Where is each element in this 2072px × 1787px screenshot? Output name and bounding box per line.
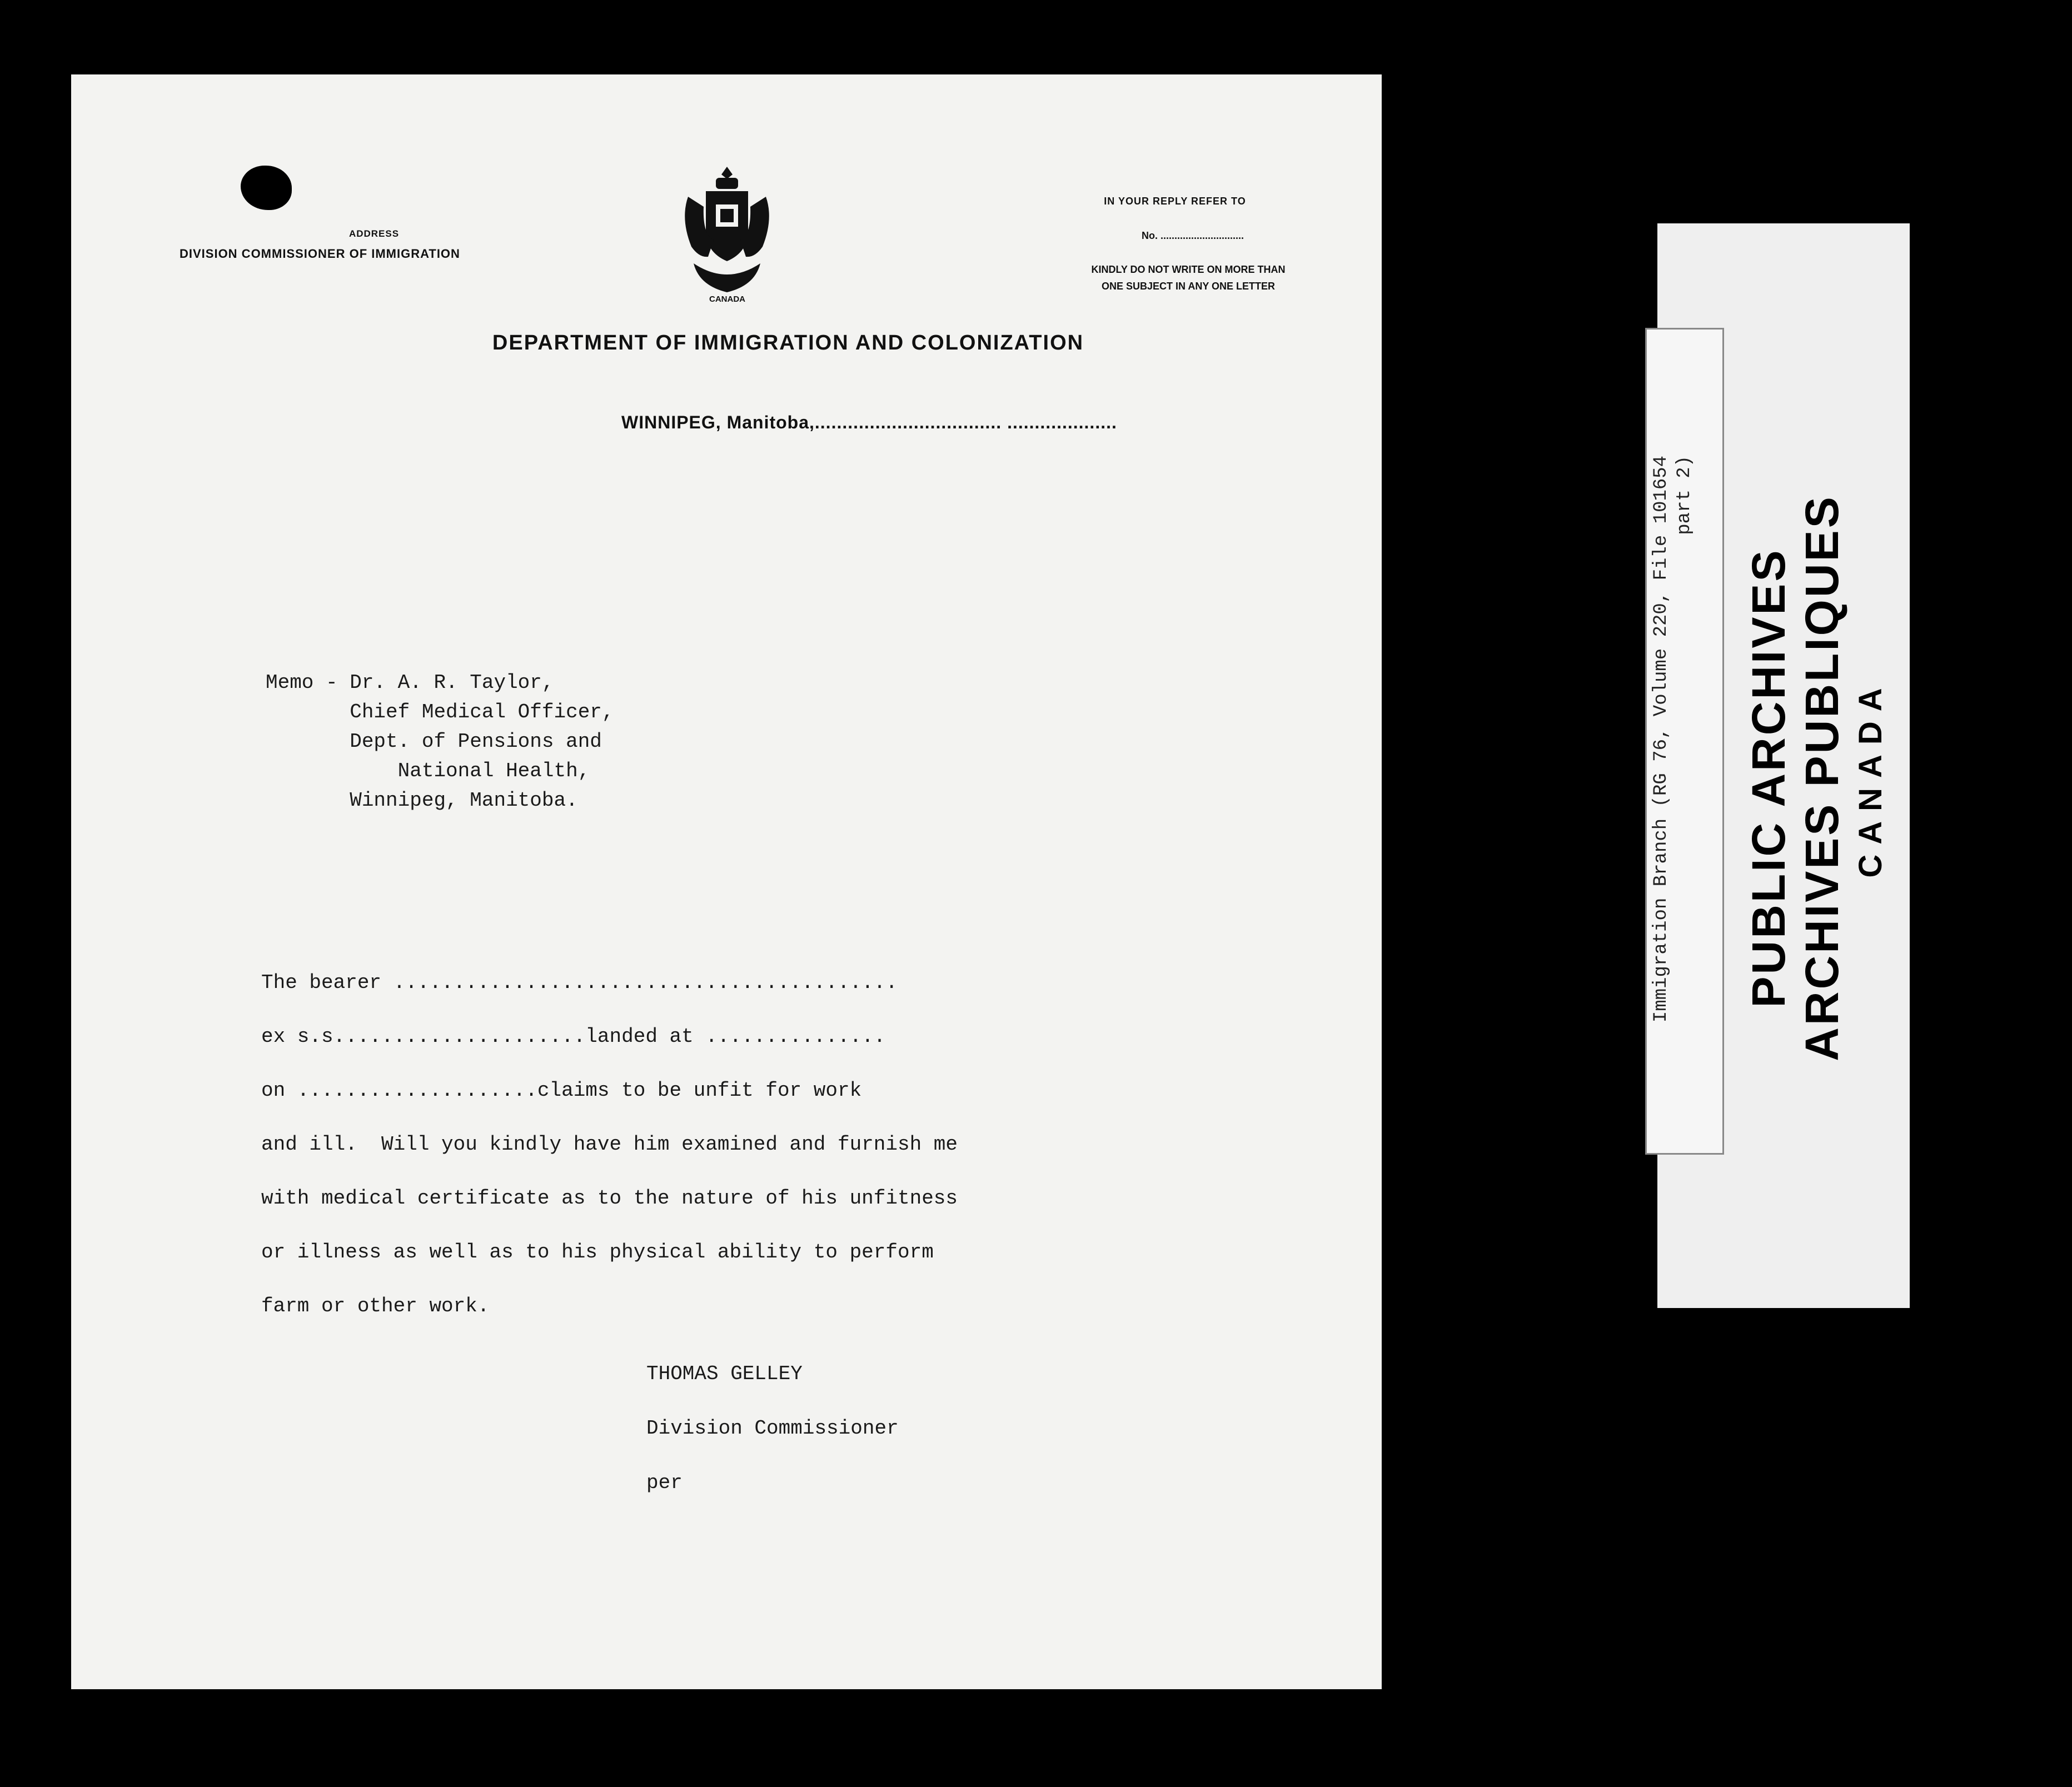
letter-page xyxy=(71,74,1382,1689)
reply-note xyxy=(1064,261,1313,294)
department-title: DEPARTMENT OF IMMIGRATION AND COLONIZATION xyxy=(492,331,1084,355)
memo-line: Dept. of Pensions and xyxy=(266,730,602,753)
address-label: ADDRESS xyxy=(348,228,400,239)
reply-number: No. .............................. xyxy=(1142,230,1244,241)
archives-publiques-text: ARCHIVES PUBLIQUES xyxy=(1796,495,1848,1061)
body-line: ex s.s.....................landed at ............... xyxy=(261,1025,886,1048)
letter-body xyxy=(261,956,958,1333)
reply-heading: IN YOUR REPLY REFER TO xyxy=(1104,196,1246,207)
canada-coat-of-arms-icon xyxy=(677,163,777,297)
signature-block xyxy=(646,1347,899,1510)
body-line: farm or other work. xyxy=(261,1295,490,1317)
place-date-line: WINNIPEG, Manitoba,.................................. .................... xyxy=(621,412,1117,432)
body-line: and ill. Will you kindly have him examined and furnish me xyxy=(261,1133,958,1156)
archive-reference-line-2: part 2) xyxy=(1674,455,1695,535)
signer-title: Division Commissioner xyxy=(646,1417,899,1440)
archive-reference-text xyxy=(1650,456,1696,1022)
address-value: DIVISION COMMISSIONER OF IMMIGRATION xyxy=(180,247,460,261)
public-archives-text: PUBLIC ARCHIVES xyxy=(1742,548,1795,1008)
signer-name: THOMAS GELLEY xyxy=(646,1362,803,1385)
memo-line: Winnipeg, Manitoba. xyxy=(266,789,578,812)
body-line: The bearer .......................................... xyxy=(261,971,898,994)
memo-address-block xyxy=(266,668,614,815)
ink-stain xyxy=(241,166,292,210)
body-line: with medical certificate as to the nature of his unfitness xyxy=(261,1187,958,1210)
memo-line: National Health, xyxy=(266,760,590,782)
canada-text: CANADA xyxy=(1852,678,1889,878)
memo-line: Chief Medical Officer, xyxy=(266,701,614,723)
crest-caption: CANADA xyxy=(709,294,745,304)
archive-reference-line-1: Immigration Branch (RG 76, Volume 220, File 101654 xyxy=(1651,455,1672,1023)
memo-line: Memo - Dr. A. R. Taylor, xyxy=(266,671,554,694)
signer-per: per xyxy=(646,1471,683,1494)
body-line: or illness as well as to his physical ability to perform xyxy=(261,1241,934,1264)
archives-stamp xyxy=(1742,495,1893,1061)
reply-note-line-2: ONE SUBJECT IN ANY ONE LETTER xyxy=(1101,281,1276,292)
body-line: on ....................claims to be unfit for work xyxy=(261,1079,862,1102)
reply-note-line-1: KINDLY DO NOT WRITE ON MORE THAN xyxy=(1091,264,1286,275)
